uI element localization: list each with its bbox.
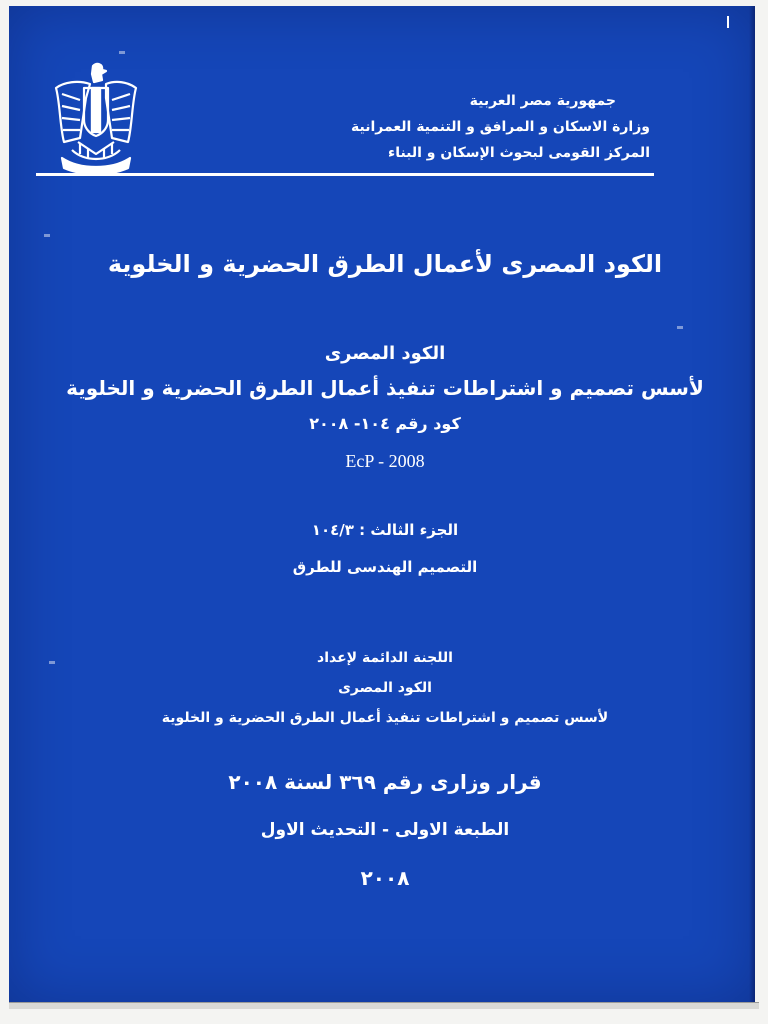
part-name: التصميم الهندسى للطرق — [292, 558, 478, 576]
publication-year: ٢٠٠٨ — [360, 866, 410, 890]
cover-edge-shadow — [749, 6, 755, 1002]
header-country: جمهورية مصر العربية — [469, 93, 616, 109]
header-research-center: المركز القومى لبحوث الإسكان و البناء — [388, 145, 650, 161]
code-label: الكود المصرى — [324, 343, 446, 364]
scan-speck — [119, 51, 125, 54]
edition: الطبعة الاولى - التحديث الاول — [260, 820, 510, 840]
committee-line3: لأسس تصميم و اشتراطات تنفيذ أعمال الطرق الحضرية و الخلوية — [161, 710, 609, 726]
scan-speck — [677, 326, 683, 329]
eagle-emblem-icon — [50, 58, 142, 180]
committee-line2: الكود المصرى — [338, 680, 432, 696]
code-subtitle: لأسس تصميم و اشتراطات تنفيذ أعمال الطرق الحضرية و الخلوية — [66, 376, 704, 400]
main-title: الكود المصرى لأعمال الطرق الحضرية و الخلوية — [107, 250, 663, 278]
header-divider — [36, 173, 654, 176]
committee-line1: اللجنة الدائمة لإعداد — [317, 650, 453, 666]
page-edge — [9, 1002, 759, 1009]
ministerial-decree: قرار وزارى رقم ٣٦٩ لسنة ٢٠٠٨ — [228, 770, 542, 794]
code-ecp: EcP - 2008 — [345, 451, 425, 471]
corner-mark — [727, 16, 729, 28]
code-number: كود رقم ١٠٤- ٢٠٠٨ — [309, 414, 461, 433]
part-number: الجزء الثالث : ١٠٤/٣ — [311, 521, 459, 539]
header-ministry: وزارة الاسكان و المرافق و التنمية العمرانية — [351, 119, 650, 135]
scan-speck — [44, 234, 50, 237]
issuer-header — [351, 88, 650, 166]
